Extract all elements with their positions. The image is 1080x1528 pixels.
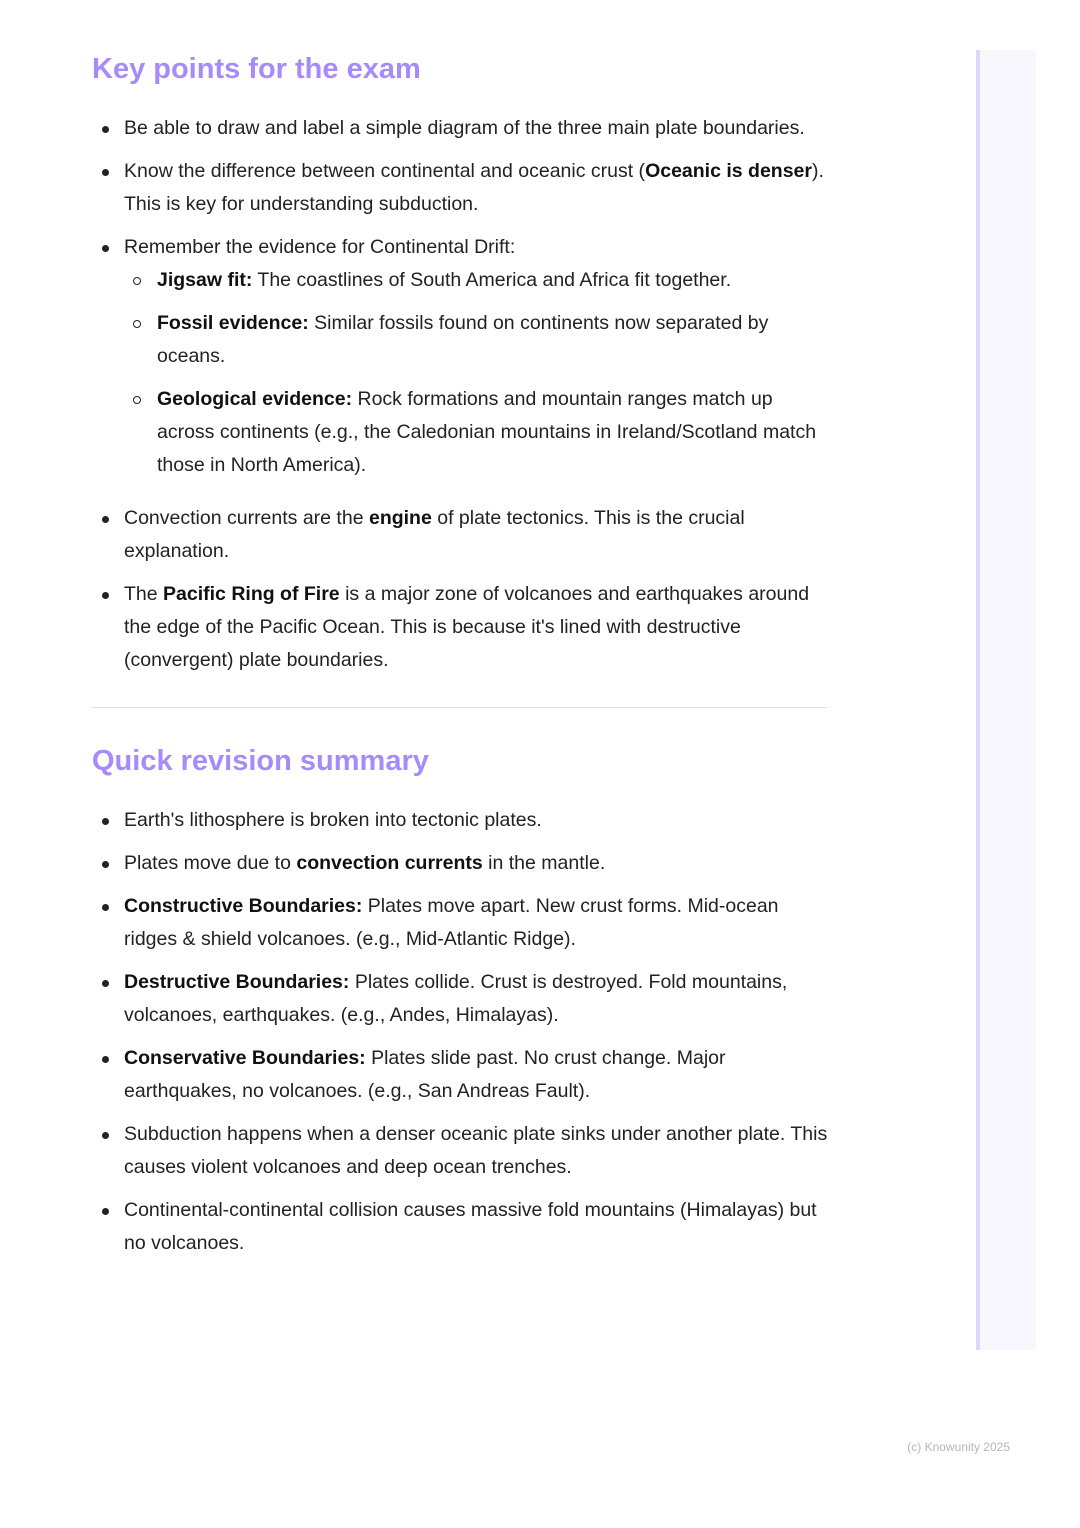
sub-list-item: Jigsaw fit: The coastlines of South America and Africa fit together.: [124, 264, 832, 297]
list-item: Be able to draw and label a simple diagram of the three main plate boundaries.: [92, 112, 832, 145]
list-item: Know the difference between continental and oceanic crust (Oceanic is denser). This is key for understanding subduction.: [92, 155, 832, 221]
key-points-heading: Key points for the exam: [92, 53, 421, 85]
sub-list-item: Geological evidence: Rock formations and mountain ranges match up across continents (e.g., the Caledonian mountains in Ireland/Scotland match those in North America).: [124, 383, 832, 482]
document-content: [92, 48, 832, 1270]
list-item: Remember the evidence for Continental Drift: Jigsaw fit: The coastlines of South America and Africa fit together. Fossil evidence: Similar fossils found on continents now separated by oceans. Geological evidence: Rock formations and mountain ranges match up across continents (e.g., the Caledonian mountains in Ireland/Scotland match those in North America).: [92, 231, 832, 482]
summary-heading: Quick revision summary: [92, 745, 429, 777]
list-item: Plates move due to convection currents in the mantle.: [92, 847, 832, 880]
list-item: Destructive Boundaries: Plates collide. Crust is destroyed. Fold mountains, volcanoes, earthquakes. (e.g., Andes, Himalayas).: [92, 966, 832, 1032]
sub-list-item: Fossil evidence: Similar fossils found on continents now separated by oceans.: [124, 307, 832, 373]
list-item: Earth's lithosphere is broken into tectonic plates.: [92, 804, 832, 837]
key-points-list: [92, 112, 832, 677]
drift-evidence-list: [124, 264, 832, 482]
list-item: Subduction happens when a denser oceanic plate sinks under another plate. This causes violent volcanoes and deep ocean trenches.: [92, 1118, 832, 1184]
list-item: The Pacific Ring of Fire is a major zone of volcanoes and earthquakes around the edge of the Pacific Ocean. This is because it's lined with destructive (convergent) plate boundaries.: [92, 578, 832, 677]
list-item: Conservative Boundaries: Plates slide past. No crust change. Major earthquakes, no volcanoes. (e.g., San Andreas Fault).: [92, 1042, 832, 1108]
list-item: Constructive Boundaries: Plates move apart. New crust forms. Mid-ocean ridges & shield volcanoes. (e.g., Mid-Atlantic Ridge).: [92, 890, 832, 956]
section-divider: [92, 707, 827, 708]
list-item: Continental-continental collision causes massive fold mountains (Himalayas) but no volcanoes.: [92, 1194, 832, 1260]
list-item: Convection currents are the engine of plate tectonics. This is the crucial explanation.: [92, 502, 832, 568]
side-margin-panel: [976, 50, 1036, 1350]
copyright-footer: (c) Knowunity 2025: [907, 1440, 1010, 1454]
summary-list: [92, 804, 832, 1260]
